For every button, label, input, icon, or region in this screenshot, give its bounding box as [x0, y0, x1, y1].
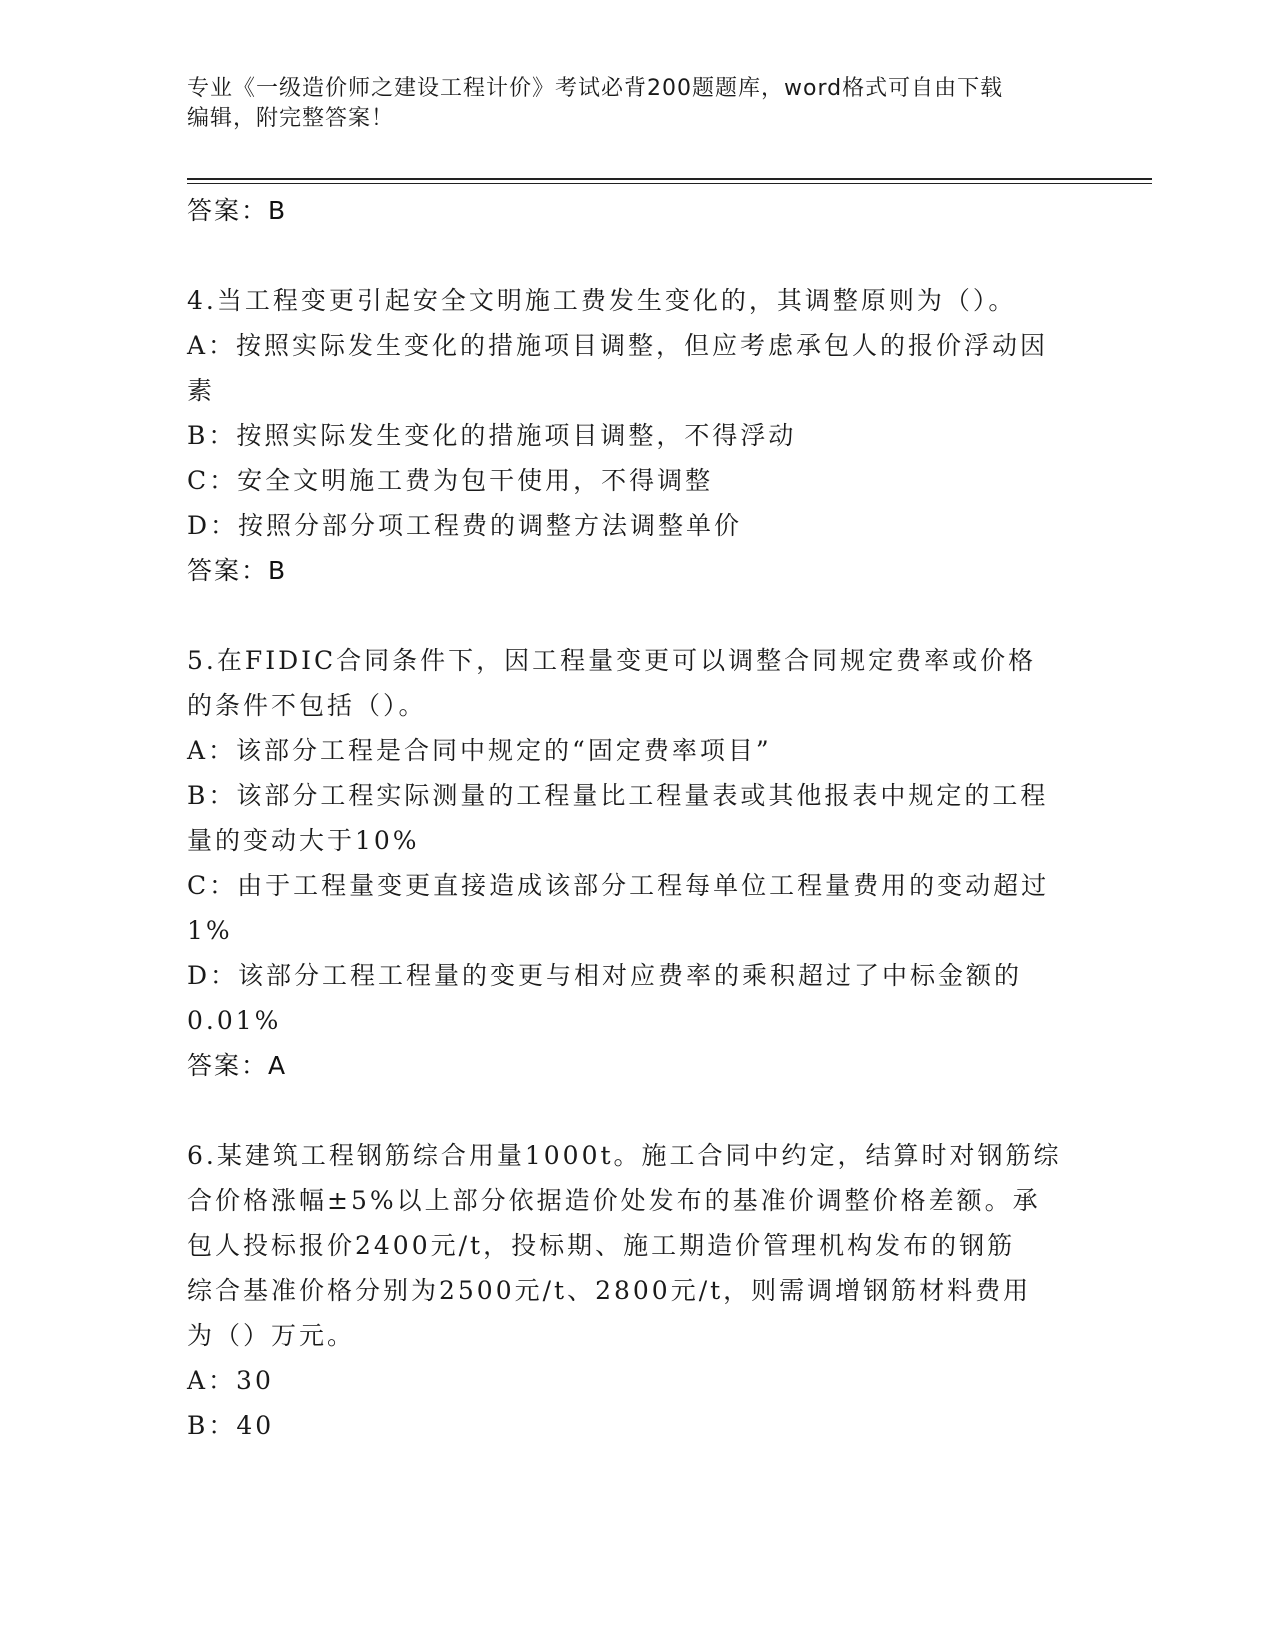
header-line-2: 编辑，附完整答案！	[187, 106, 395, 131]
question-6-stem-cont-4: 为（）万元。	[187, 1321, 356, 1350]
question-5-answer: 答案：A	[187, 1051, 288, 1080]
answer-previous: 答案：B	[187, 196, 288, 225]
question-6-stem-cont-2: 包人投标报价2400元/t，投标期、施工期造价管理机构发布的钢筋	[187, 1231, 1016, 1260]
question-content	[187, 188, 1087, 1448]
header-divider-thin	[187, 183, 1152, 184]
question-5-option-c-cont: 1%	[187, 916, 233, 945]
question-6-stem-cont-1: 合价格涨幅±5%以上部分依据造价处发布的基准价调整价格差额。承	[187, 1186, 1041, 1215]
spacer	[187, 593, 1087, 638]
question-6-stem: 6.某建筑工程钢筋综合用量1000t。施工合同中约定，结算时对钢筋综	[187, 1141, 1062, 1170]
question-5-option-a: A：该部分工程是合同中规定的“固定费率项目”	[187, 736, 772, 765]
spacer	[187, 233, 1087, 278]
header-line-1: 专业《一级造价师之建设工程计价》考试必背200题题库，word格式可自由下载	[187, 76, 1004, 101]
question-6-stem-cont-3: 综合基准价格分别为2500元/t、2800元/t，则需调增钢筋材料费用	[187, 1276, 1032, 1305]
question-5-stem: 5.在FIDIC合同条件下，因工程量变更可以调整合同规定费率或价格	[187, 646, 1037, 675]
question-4-answer: 答案：B	[187, 556, 288, 585]
question-4	[187, 278, 1087, 593]
question-4-option-b: B：按照实际发生变化的措施项目调整，不得浮动	[187, 421, 797, 450]
header-divider-thick	[187, 178, 1152, 180]
question-5-option-c: C：由于工程量变更直接造成该部分工程每单位工程量费用的变动超过	[187, 871, 1050, 900]
question-5	[187, 638, 1087, 1088]
question-4-option-c: C：安全文明施工费为包干使用，不得调整	[187, 466, 714, 495]
question-4-option-d: D：按照分部分项工程费的调整方法调整单价	[187, 511, 743, 540]
question-6	[187, 1133, 1087, 1448]
document-header	[187, 74, 1067, 134]
question-6-option-b: B：40	[187, 1411, 275, 1440]
spacer	[187, 1088, 1087, 1133]
question-4-option-a: A：按照实际发生变化的措施项目调整，但应考虑承包人的报价浮动因	[187, 331, 1049, 360]
question-5-option-b: B：该部分工程实际测量的工程量比工程量表或其他报表中规定的工程	[187, 781, 1049, 810]
question-5-stem-cont: 的条件不包括（）。	[187, 691, 427, 720]
question-4-stem: 4.当工程变更引起安全文明施工费发生变化的，其调整原则为（）。	[187, 286, 1017, 315]
question-6-option-a: A：30	[187, 1366, 274, 1395]
question-4-option-a-cont: 素	[187, 376, 216, 405]
question-5-option-b-cont: 量的变动大于10%	[187, 826, 420, 855]
question-5-option-d: D：该部分工程工程量的变更与相对应费率的乘积超过了中标金额的	[187, 961, 1023, 990]
question-5-option-d-cont: 0.01%	[187, 1006, 282, 1035]
